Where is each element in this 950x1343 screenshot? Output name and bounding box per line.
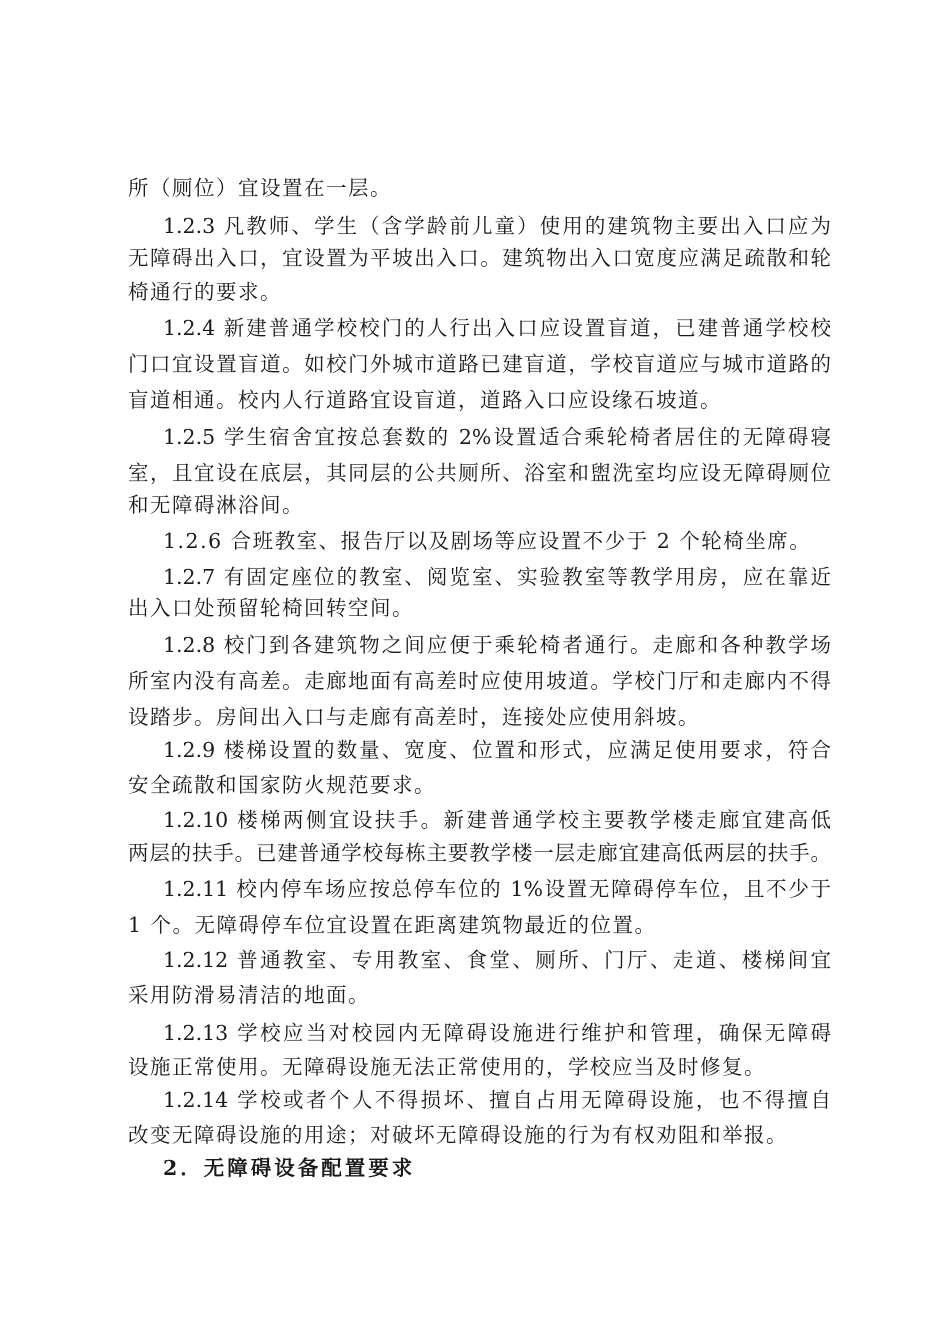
text-line: 安全疏散和国家防火规范要求。: [128, 773, 436, 797]
text-line: 1.2.9 楼梯设置的数量、宽度、位置和形式，应满足使用要求，符合: [163, 738, 831, 762]
text-line: 改变无障碍设施的用途；对破坏无障碍设施的行为有权劝阻和举报。: [128, 1123, 788, 1147]
text-line: 1.2.6 合班教室、报告厅以及剧场等应设置不少于 2 个轮椅坐席。: [163, 529, 812, 553]
text-line: 采用防滑易清洁的地面。: [128, 983, 370, 1007]
text-line: 门口宜设置盲道。如校门外城市道路已建盲道，学校盲道应与城市道路的: [128, 352, 831, 376]
text-line: 1.2.3 凡教师、学生（含学龄前儿童）使用的建筑物主要出入口应为: [163, 214, 831, 238]
text-line: 设踏步。房间出入口与走廊有高差时，连接处应使用斜坡。: [128, 705, 700, 729]
text-line: 1.2.4 新建普通学校校门的人行出入口应设置盲道，已建普通学校校: [163, 316, 831, 340]
text-line: 所（厕位）宜设置在一层。: [128, 176, 392, 200]
text-line: 无障碍出入口，宜设置为平坡出入口。建筑物出入口宽度应满足疏散和轮: [128, 246, 831, 270]
text-line: 出入口处预留轮椅回转空间。: [128, 596, 414, 620]
text-line: 1.2.10 楼梯两侧宜设扶手。新建普通学校主要教学楼走廊宜建高低: [163, 808, 831, 832]
text-line: 1.2.11 校内停车场应按总停车位的 1%设置无障碍停车位，且不少于: [163, 877, 831, 901]
text-line: 和无障碍淋浴间。: [128, 493, 304, 517]
text-line: 1 个。无障碍停车位宜设置在距离建筑物最近的位置。: [128, 913, 657, 937]
text-line: 两层的扶手。已建普通学校每栋主要教学楼一层走廊宜建高低两层的扶手。: [128, 841, 831, 865]
text-line: 1.2.12 普通教室、专用教室、食堂、厕所、门厅、走道、楼梯间宜: [163, 948, 831, 972]
text-line: 1.2.5 学生宿舍宜按总套数的 2%设置适合乘轮椅者居住的无障碍寝: [163, 425, 831, 449]
text-line: 盲道相通。校内人行道路宜设盲道，道路入口应设缘石坡道。: [128, 388, 722, 412]
text-line: 椅通行的要求。: [128, 280, 282, 304]
text-line: 室，且宜设在底层，其同层的公共厕所、浴室和盥洗室均应设无障碍厕位: [128, 461, 831, 485]
text-line: 设施正常使用。无障碍设施无法正常使用的，学校应当及时修复。: [128, 1055, 766, 1079]
text-line: 所室内没有高差。走廊地面有高差时应使用坡道。学校门厅和走廊内不得: [128, 669, 831, 693]
text-line: 1.2.13 学校应当对校园内无障碍设施进行维护和管理，确保无障碍: [163, 1021, 831, 1045]
section-heading: 2．无障碍设备配置要求: [163, 1156, 416, 1180]
text-line: 1.2.8 校门到各建筑物之间应便于乘轮椅者通行。走廊和各种教学场: [163, 633, 831, 657]
text-line: 1.2.7 有固定座位的教室、阅览室、实验教室等教学用房，应在靠近: [163, 565, 831, 589]
text-line: 1.2.14 学校或者个人不得损坏、擅自占用无障碍设施，也不得擅自: [163, 1088, 831, 1112]
